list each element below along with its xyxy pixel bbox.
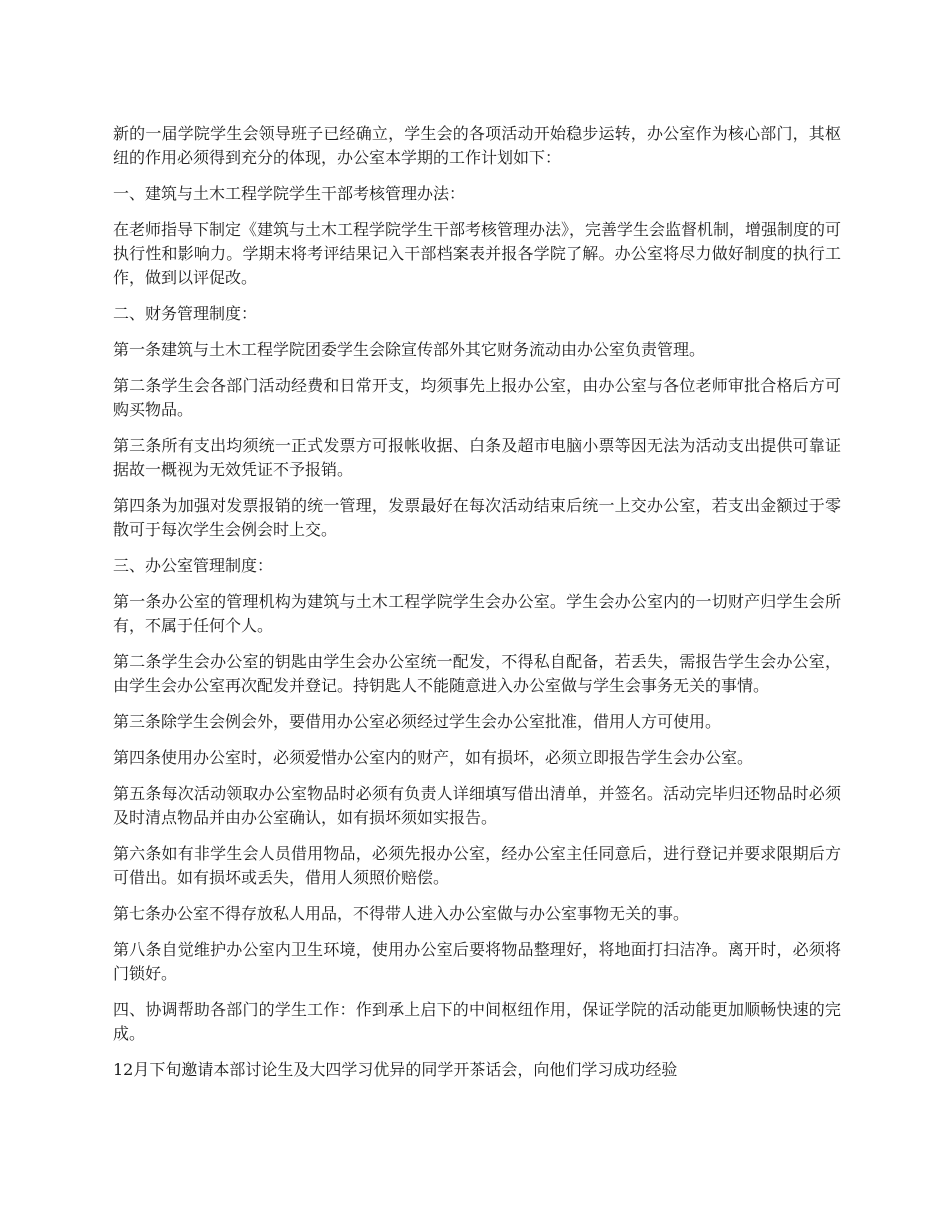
section-heading-4: 四、协调帮助各部门的学生工作：作到承上启下的中间枢纽作用，保证学院的活动能更加顺畅快速的完成。 <box>113 1000 841 1043</box>
section-heading-2: 二、财务管理制度： <box>113 304 258 323</box>
finance-article-2: 第二条学生会各部门活动经费和日常开支，均须事先上报办公室，由办公室与各位老师审批合格后方可购买物品。 <box>113 376 841 419</box>
finance-article-4: 第四条为加强对发票报销的统一管理，发票最好在每次活动结束后统一上交办公室，若支出金额过于零散可于每次学生会例会时上交。 <box>113 496 841 539</box>
office-article-7: 第七条办公室不得存放私人用品，不得带人进入办公室做与办公室事物无关的事。 <box>113 904 690 923</box>
section-heading-1: 一、建筑与土木工程学院学生干部考核管理办法： <box>113 184 466 203</box>
finance-article-1: 第一条建筑与土木工程学院团委学生会除宣传部外其它财务流动由办公室负责管理。 <box>113 340 706 359</box>
office-article-1: 第一条办公室的管理机构为建筑与土木工程学院学生会办公室。学生会办公室内的一切财产归学生会所有，不属于任何个人。 <box>113 592 841 635</box>
intro-paragraph: 新的一届学院学生会领导班子已经确立，学生会的各项活动开始稳步运转，办公室作为核心部门，其枢纽的作用必须得到充分的体现，办公室本学期的工作计划如下： <box>113 124 841 167</box>
section-heading-3: 三、办公室管理制度： <box>113 556 274 575</box>
office-article-3: 第三条除学生会例会外，要借用办公室必须经过学生会办公室批准，借用人方可使用。 <box>113 712 722 731</box>
document-body <box>113 122 841 1094</box>
closing-paragraph: 12月下旬邀请本部讨论生及大四学习优异的同学开茶话会，向他们学习成功经验 <box>113 1060 678 1079</box>
office-article-5: 第五条每次活动领取办公室物品时必须有负责人详细填写借出清单，并签名。活动完毕归还物品时必须及时清点物品并由办公室确认，如有损坏须如实报告。 <box>113 784 841 827</box>
finance-article-3: 第三条所有支出均须统一正式发票方可报帐收据、白条及超市电脑小票等因无法为活动支出提供可靠证据故一概视为无效凭证不予报销。 <box>113 436 841 479</box>
office-article-8: 第八条自觉维护办公室内卫生环境，使用办公室后要将物品整理好，将地面打扫洁净。离开时，必须将门锁好。 <box>113 940 841 983</box>
office-article-4: 第四条使用办公室时，必须爱惜办公室内的财产，如有损坏，必须立即报告学生会办公室。 <box>113 748 754 767</box>
section-1-paragraph: 在老师指导下制定《建筑与土木工程学院学生干部考核管理办法》，完善学生会监督机制，增强制度的可执行性和影响力。学期末将考评结果记入干部档案表并报各学院了解。办公室将尽力做好制度的执行工作，做到以评促改。 <box>113 220 842 287</box>
office-article-2: 第二条学生会办公室的钥匙由学生会办公室统一配发，不得私自配备，若丢失，需报告学生会办公室，由学生会办公室再次配发并登记。持钥匙人不能随意进入办公室做与学生会事务无关的事情。 <box>113 652 841 695</box>
office-article-6: 第六条如有非学生会人员借用物品，必须先报办公室，经办公室主任同意后，进行登记并要求限期后方可借出。如有损坏或丢失，借用人须照价赔偿。 <box>113 844 841 887</box>
